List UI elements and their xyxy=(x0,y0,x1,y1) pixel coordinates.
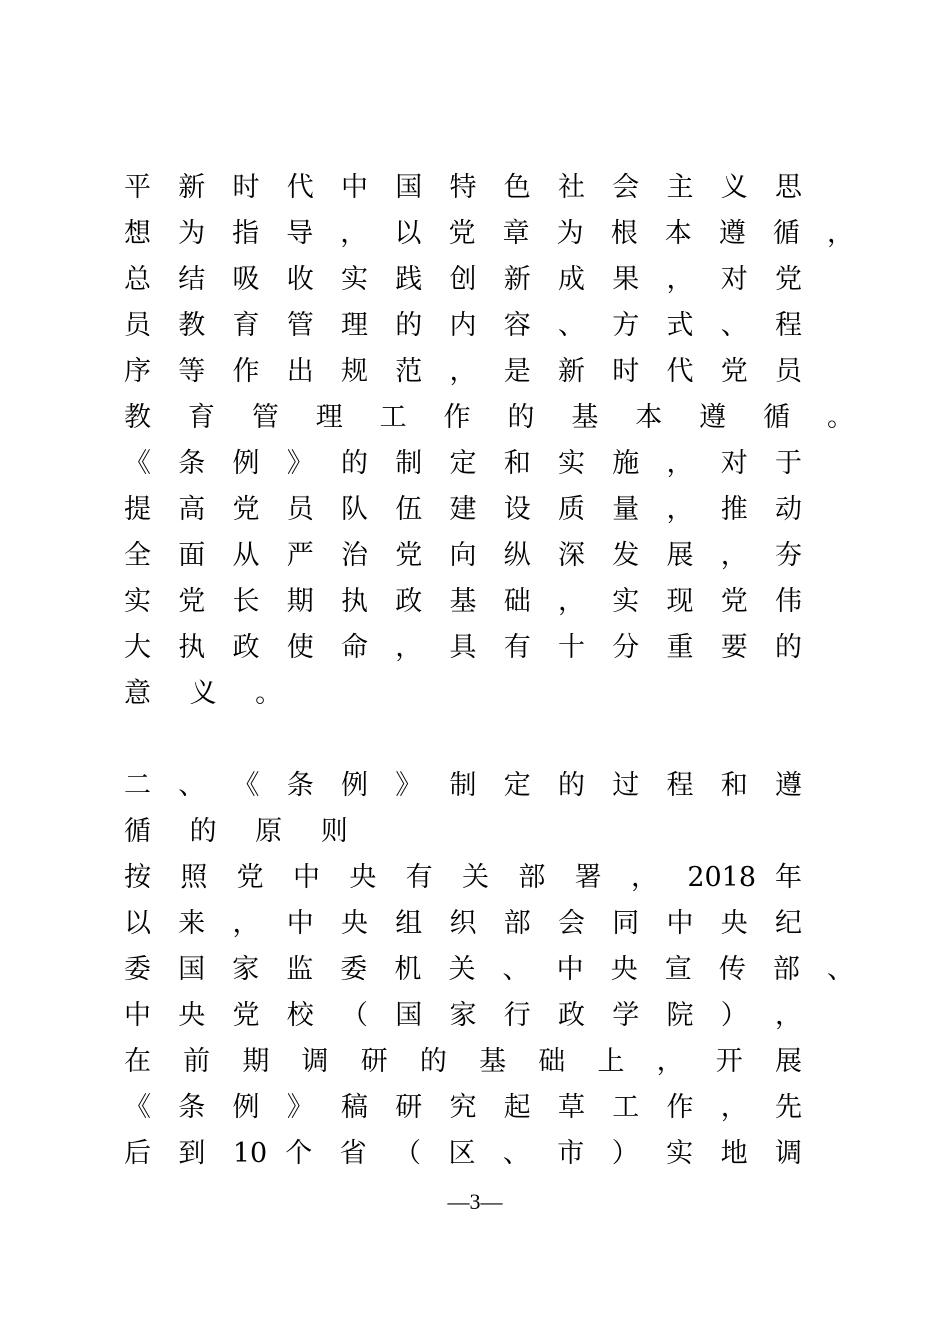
text-line-16: 中 央 党 校 （ 国 家 行 政 学 院 ） ， xyxy=(124,1000,802,1031)
text-line-7: 《 条 例 》 的 制 定 和 实 施 ， 对 于 xyxy=(124,448,802,479)
text-line-1: 平 新 时 代 中 国 特 色 社 会 主 义 思 xyxy=(124,172,802,203)
section-heading-line-1: 二 、 《 条 例 》 制 定 的 过 程 和 遵 xyxy=(124,770,802,801)
text-line-14: 以 来 ， 中 央 组 织 部 会 同 中 央 纪 xyxy=(124,908,802,939)
text-line-18: 《 条 例 》 稿 研 究 起 草 工 作 ， 先 xyxy=(124,1092,802,1123)
text-line-8: 提 高 党 员 队 伍 建 设 质 量 ， 推 动 xyxy=(124,494,802,525)
section-heading-line-2: 循 的 原 则 xyxy=(124,816,348,847)
text-line-19: 后 到 10 个 省 （ 区 、 市 ） 实 地 调 xyxy=(124,1138,802,1169)
text-line-17: 在 前 期 调 研 的 基 础 上 ， 开 展 xyxy=(124,1046,802,1077)
text-line-10: 实 党 长 期 执 政 基 础 ， 实 现 党 伟 xyxy=(124,586,802,617)
text-line-2: 想 为 指 导 ， 以 党 章 为 根 本 遵 循 ， xyxy=(124,218,854,249)
text-line-13: 按 照 党 中 央 有 关 部 署 ， 2018 年 xyxy=(124,862,802,893)
text-line-4: 员 教 育 管 理 的 内 容 、 方 式 、 程 xyxy=(124,310,802,341)
text-line-12: 意 义 。 xyxy=(124,678,283,709)
text-line-11: 大 执 政 使 命 ， 具 有 十 分 重 要 的 xyxy=(124,632,802,663)
text-line-15: 委 国 家 监 委 机 关 、 中 央 宣 传 部 、 xyxy=(124,954,854,985)
text-line-5: 序 等 作 出 规 范 ， 是 新 时 代 党 员 xyxy=(124,356,802,387)
page-number: —3— xyxy=(447,1189,503,1214)
text-line-6: 教 育 管 理 工 作 的 基 本 遵 循 。 xyxy=(124,402,854,433)
text-line-3: 总 结 吸 收 实 践 创 新 成 果 ， 对 党 xyxy=(124,264,802,295)
text-line-9: 全 面 从 严 治 党 向 纵 深 发 展 ， 夯 xyxy=(124,540,802,571)
